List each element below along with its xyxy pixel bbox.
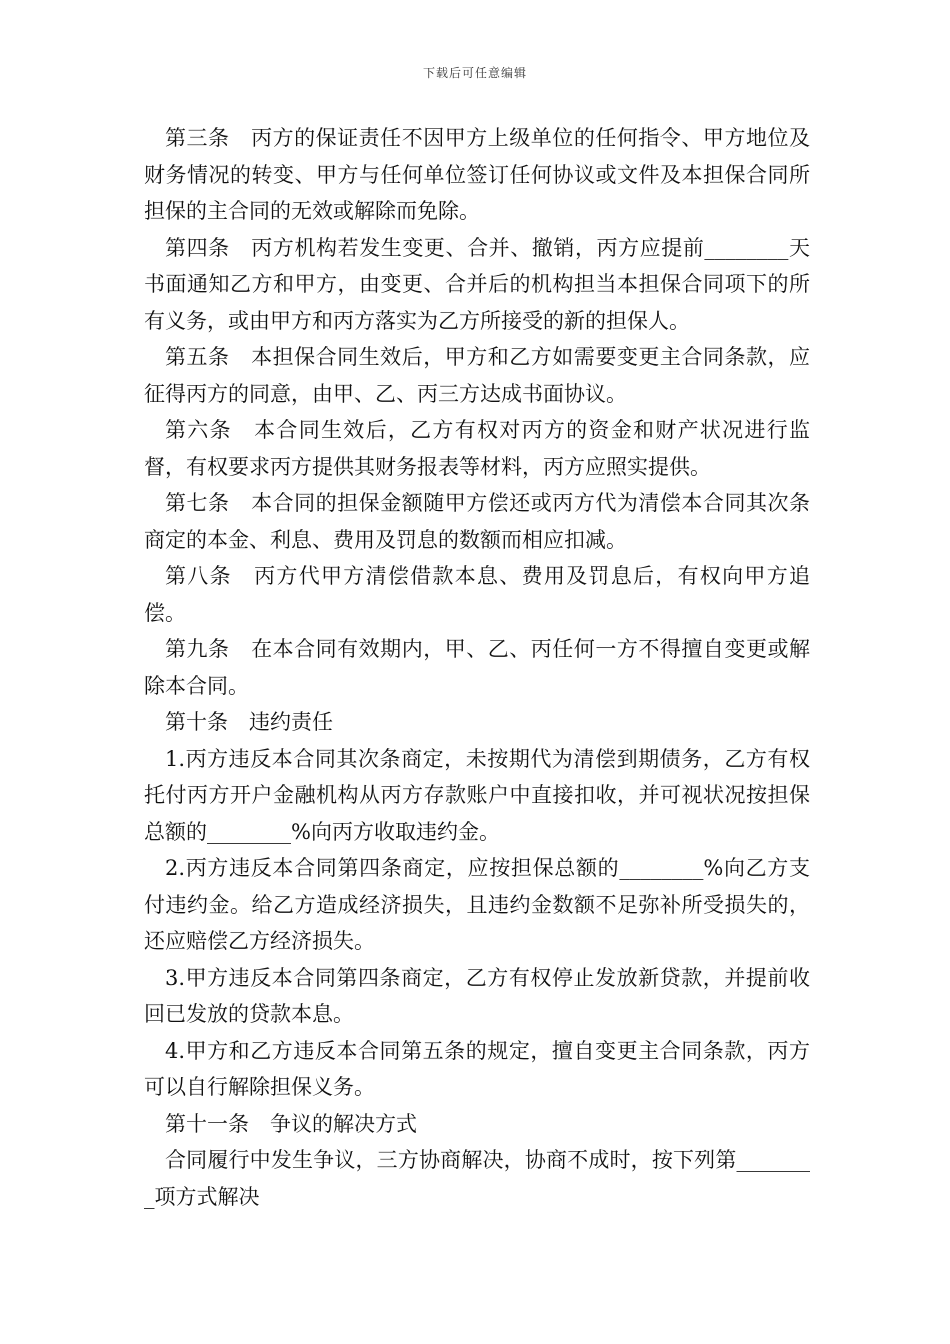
- article-9: 第九条 在本合同有效期内，甲、乙、丙任何一方不得擅自变更或解除本合同。: [144, 637, 810, 698]
- article-8: 第八条 丙方代甲方清偿借款本息、费用及罚息后，有权向甲方追偿。: [144, 564, 810, 625]
- article-3: 第三条 丙方的保证责任不因甲方上级单位的任何指令、甲方地位及财务情况的转变、甲方与任何单位签订任何协议或文件及本担保合同所担保的主合同的无效或解除而免除。: [144, 126, 810, 223]
- article-10-heading: 第十条 违约责任: [165, 710, 333, 734]
- liability-item-1: 1.丙方违反本合同其次条商定，未按期代为清偿到期债务，乙方有权托付丙方开户金融机构从丙方存款账户中直接扣收，并可视状况按担保总额的________%向丙方收取违约金。: [144, 746, 810, 844]
- article-11-heading: 第十一条 争议的解决方式: [165, 1111, 417, 1136]
- article-4: 第四条 丙方机构若发生变更、合并、撤销，丙方应提前________天书面通知乙方和甲方，由变更、合并后的机构担当本担保合同项下的所有义务，或由甲方和丙方落实为乙方所接受的新的担保人。: [144, 235, 810, 333]
- liability-item-3: 3.甲方违反本合同第四条商定，乙方有权停止发放新贷款，并提前收回已发放的贷款本息。: [144, 965, 810, 1026]
- liability-item-4: 4.甲方和乙方违反本合同第五条的规定，擅自变更主合同条款，丙方可以自行解除担保义务。: [144, 1038, 810, 1099]
- contract-body: [144, 120, 810, 1215]
- article-7: 第七条 本合同的担保金额随甲方偿还或丙方代为清偿本合同其次条商定的本金、利息、费用及罚息的数额而相应扣减。: [144, 491, 810, 552]
- article-6: 第六条 本合同生效后，乙方有权对丙方的资金和财产状况进行监督，有权要求丙方提供其财务报表等材料，丙方应照实提供。: [144, 418, 810, 479]
- article-5: 第五条 本担保合同生效后，甲方和乙方如需要变更主合同条款，应征得丙方的同意，由甲、乙、丙三方达成书面协议。: [144, 345, 810, 406]
- liability-item-2: 2.丙方违反本合同第四条商定，应按担保总额的________%向乙方支付违约金。给乙方造成经济损失，且违约金数额不足弥补所受损失的，还应赔偿乙方经济损失。: [144, 856, 810, 953]
- dispute-resolution-text: 合同履行中发生争议，三方协商解决，协商不成时，按下列第________项方式解决: [144, 1148, 810, 1209]
- page-header: 下载后可任意编辑: [422, 66, 527, 80]
